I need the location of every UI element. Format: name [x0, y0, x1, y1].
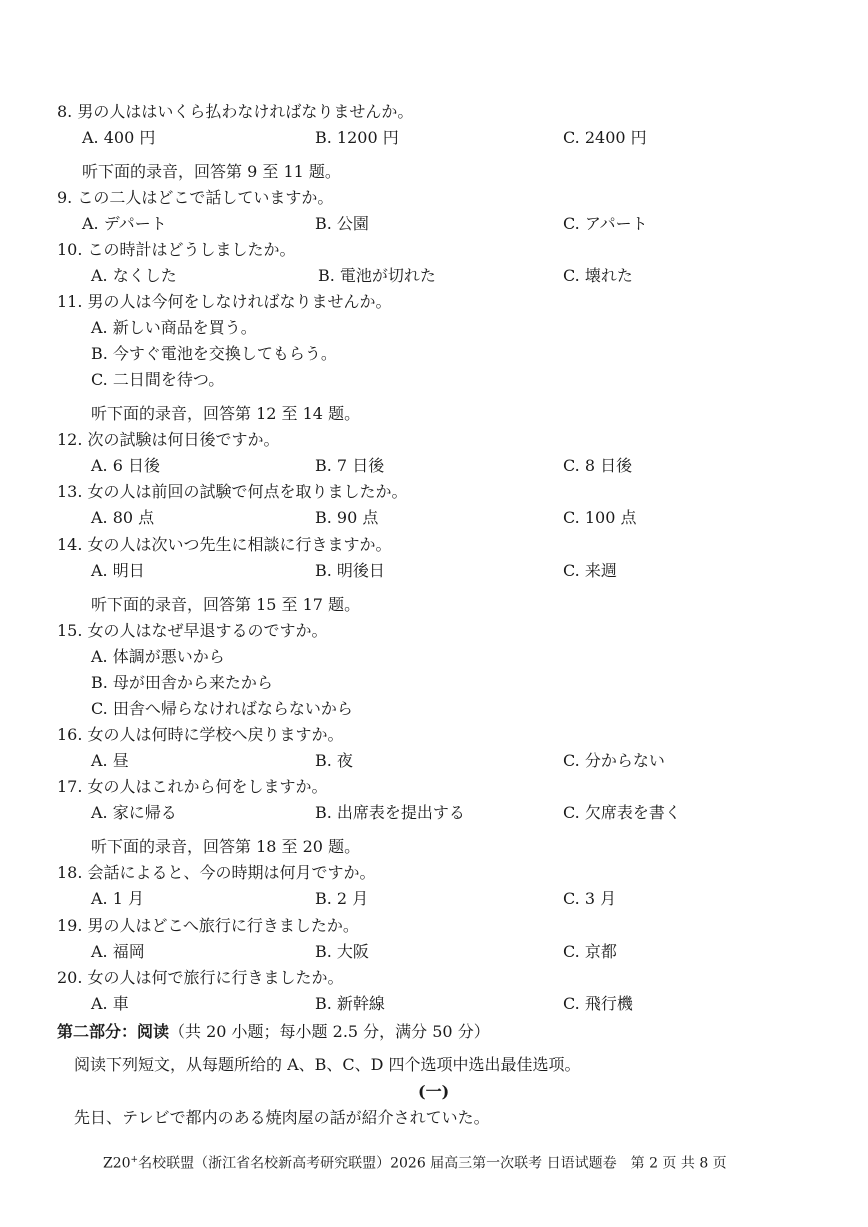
- q14-option-c: C. 来週: [563, 561, 617, 580]
- q16-option-c: C. 分からない: [563, 751, 665, 770]
- q14-option-a: A. 明日: [91, 561, 145, 580]
- q11-option-b: B. 今すぐ電池を交換してもらう。: [91, 344, 337, 363]
- q14-option-b: B. 明後日: [315, 561, 385, 580]
- q18-option-c: C. 3 月: [563, 889, 617, 908]
- question-11: 11. 男の人は今何をしなければなりませんか。: [57, 292, 392, 311]
- q9-option-a: A. デパート: [82, 214, 167, 233]
- q10-option-b: B. 電池が切れた: [318, 266, 436, 285]
- q19-option-b: B. 大阪: [315, 942, 369, 961]
- question-18: 18. 会話によると、今の時期は何月ですか。: [57, 863, 376, 882]
- q8-option-b: B. 1200 円: [315, 128, 399, 147]
- q16-option-a: A. 昼: [91, 751, 129, 770]
- question-15: 15. 女の人はなぜ早退するのですか。: [57, 621, 328, 640]
- page-footer: [103, 1150, 727, 1174]
- q9-option-c: C. アパート: [563, 214, 648, 233]
- question-10: 10. この時計はどうしましたか。: [57, 240, 296, 259]
- q17-option-c: C. 欠席表を書く: [563, 803, 681, 822]
- q20-option-a: A. 車: [91, 994, 129, 1013]
- footer-sup: +: [130, 1155, 139, 1165]
- q12-option-b: B. 7 日後: [315, 456, 385, 475]
- instruction-12-14: 听下面的录音，回答第 12 至 14 题。: [91, 404, 361, 423]
- question-9: 9. この二人はどこで話していますか。: [57, 188, 334, 207]
- q13-option-c: C. 100 点: [563, 508, 637, 527]
- q20-option-b: B. 新幹線: [315, 994, 385, 1013]
- instruction-9-11: 听下面的录音，回答第 9 至 11 题。: [82, 162, 341, 181]
- q17-option-a: A. 家に帰る: [91, 803, 177, 822]
- q13-option-a: A. 80 点: [91, 508, 155, 527]
- part2-instruction: 阅读下列短文，从每题所给的 A、B、C、D 四个选项中选出最佳选项。: [74, 1055, 581, 1074]
- q16-option-b: B. 夜: [315, 751, 353, 770]
- footer-prefix: Z20: [103, 1155, 131, 1172]
- q11-option-c: C. 二日間を待つ。: [91, 370, 225, 389]
- passage-first-line: 先日、テレビで都内のある焼肉屋の話が紹介されていた。: [74, 1108, 490, 1127]
- section-number: (一): [418, 1082, 450, 1101]
- q8-option-a: A. 400 円: [82, 128, 156, 147]
- q15-option-b: B. 母が田舎から来たから: [91, 673, 273, 692]
- question-19: 19. 男の人はどこへ旅行に行きましたか。: [57, 916, 359, 935]
- part2-heading-line: [57, 1022, 490, 1042]
- instruction-15-17: 听下面的录音，回答第 15 至 17 题。: [91, 595, 361, 614]
- q11-option-a: A. 新しい商品を買う。: [91, 318, 257, 337]
- q10-option-a: A. なくした: [91, 266, 177, 285]
- q10-option-c: C. 壊れた: [563, 266, 633, 285]
- question-14: 14. 女の人は次いつ先生に相談に行きますか。: [57, 535, 392, 554]
- q12-option-a: A. 6 日後: [91, 456, 160, 475]
- q15-option-c: C. 田舎へ帰らなければならないから: [91, 699, 353, 718]
- part2-heading-note: （共 20 小题；每小题 2.5 分，满分 50 分）: [169, 1022, 490, 1041]
- q18-option-b: B. 2 月: [315, 889, 369, 908]
- question-12: 12. 次の試験は何日後ですか。: [57, 430, 280, 449]
- q19-option-c: C. 京都: [563, 942, 617, 961]
- question-13: 13. 女の人は前回の試験で何点を取りましたか。: [57, 482, 408, 501]
- q9-option-b: B. 公園: [315, 214, 369, 233]
- question-17: 17. 女の人はこれから何をしますか。: [57, 777, 328, 796]
- q17-option-b: B. 出席表を提出する: [315, 803, 465, 822]
- q19-option-a: A. 福岡: [91, 942, 145, 961]
- footer-text: 名校联盟（浙江省名校新高考研究联盟）2026 届高三第一次联考 日语试题卷 第 2 页 共 8 页: [138, 1155, 727, 1172]
- question-8: 8. 男の人ははいくら払わなければなりませんか。: [57, 102, 414, 121]
- instruction-18-20: 听下面的录音，回答第 18 至 20 题。: [91, 837, 361, 856]
- part2-heading: 第二部分：阅读: [57, 1022, 170, 1041]
- q13-option-b: B. 90 点: [315, 508, 379, 527]
- q12-option-c: C. 8 日後: [563, 456, 633, 475]
- q15-option-a: A. 体調が悪いから: [91, 647, 225, 666]
- question-20: 20. 女の人は何で旅行に行きましたか。: [57, 968, 344, 987]
- q20-option-c: C. 飛行機: [563, 994, 633, 1013]
- q18-option-a: A. 1 月: [91, 889, 144, 908]
- q8-option-c: C. 2400 円: [563, 128, 647, 147]
- question-16: 16. 女の人は何時に学校へ戻りますか。: [57, 725, 344, 744]
